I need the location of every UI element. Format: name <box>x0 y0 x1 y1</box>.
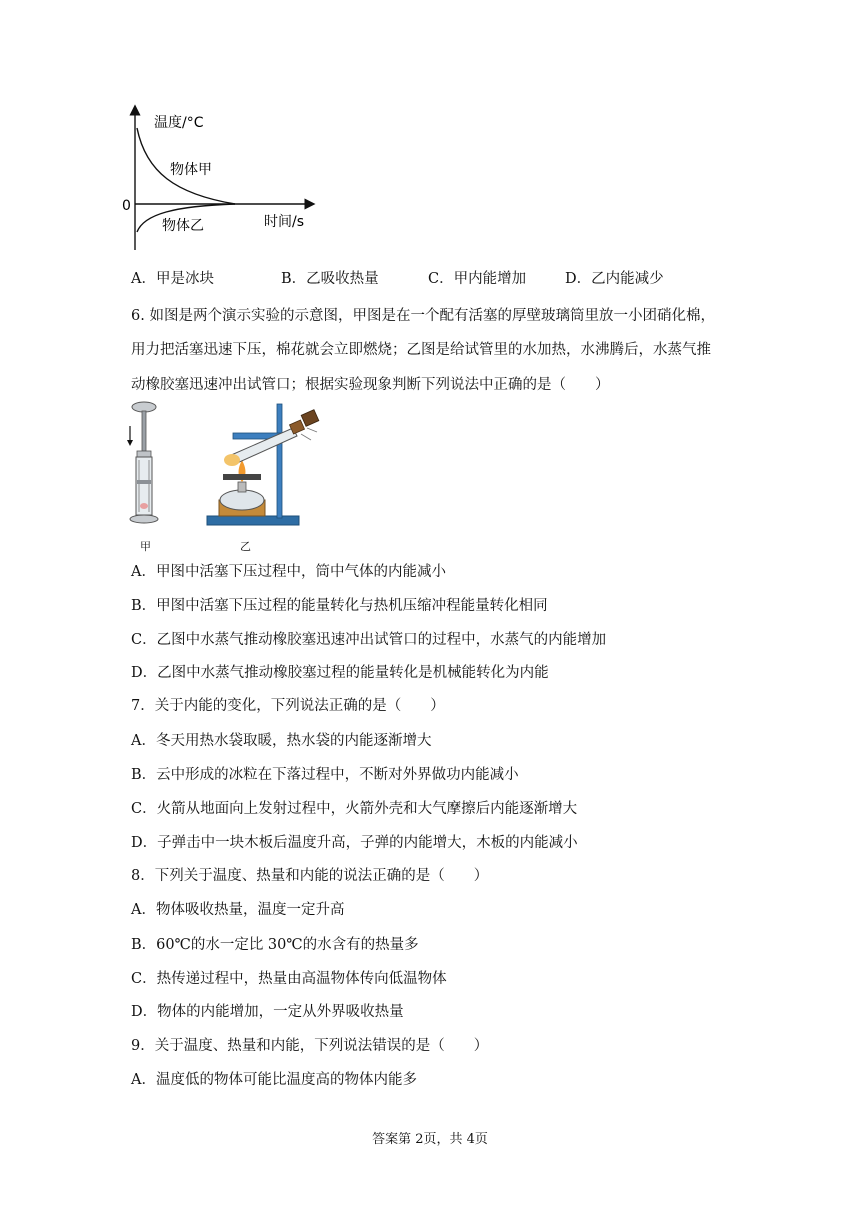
y-axis-label: 温度/°C <box>154 115 204 131</box>
q7-option-d: D．子弹击中一块木板后温度升高，子弹的内能增大，木板的内能减小 <box>131 835 578 851</box>
temperature-time-graph <box>120 100 340 260</box>
q8-stem: 8．下列关于温度、热量和内能的说法正确的是（ ） <box>131 868 489 884</box>
q7-option-c: C．火箭从地面向上发射过程中，火箭外壳和大气摩擦后内能逐渐增大 <box>131 801 578 817</box>
figure-label-b: 乙 <box>240 540 251 553</box>
q5-option-b: B．乙吸收热量 <box>281 271 379 287</box>
q5-option-d: D．乙内能减少 <box>565 271 664 287</box>
q8-option-b: B．60℃的水一定比 30℃的水含有的热量多 <box>131 937 419 953</box>
q7-option-a: A．冬天用热水袋取暖，热水袋的内能逐渐增大 <box>131 733 432 749</box>
q6-option-c: C．乙图中水蒸气推动橡胶塞迅速冲出试管口的过程中，水蒸气的内能增加 <box>131 632 607 648</box>
q5-option-c: C．甲内能增加 <box>428 271 527 287</box>
q6-option-a: A．甲图中活塞下压过程中，筒中气体的内能减小 <box>131 564 446 580</box>
fire-syringe-figure <box>124 398 164 532</box>
curve-upper-label: 物体甲 <box>170 162 212 178</box>
q6-stem-line-3: 动橡胶塞迅速冲出试管口；根据实验现象判断下列说法中正确的是（ ） <box>131 377 610 393</box>
page-footer: 答案第 2页，共 4页 <box>372 1132 488 1147</box>
q7-stem: 7．关于内能的变化，下列说法正确的是（ ） <box>131 698 445 714</box>
q8-option-d: D．物体的内能增加，一定从外界吸收热量 <box>131 1004 404 1020</box>
q5-option-a: A．甲是冰块 <box>131 271 214 287</box>
q7-option-b: B．云中形成的冰粒在下落过程中，不断对外界做功内能减小 <box>131 767 519 783</box>
q9-option-a: A．温度低的物体可能比温度高的物体内能多 <box>131 1072 417 1088</box>
curve-lower-label: 物体乙 <box>162 218 204 234</box>
q6-stem-line-2: 用力把活塞迅速下压，棉花就会立即燃烧；乙图是给试管里的水加热，水沸腾后，水蒸气推 <box>131 342 711 358</box>
x-axis-label: 时间/s <box>264 214 305 230</box>
figure-label-a: 甲 <box>140 540 151 553</box>
origin-label: 0 <box>122 198 131 214</box>
q6-option-b: B．甲图中活塞下压过程的能量转化与热机压缩冲程能量转化相同 <box>131 598 548 614</box>
q8-option-a: A．物体吸收热量，温度一定升高 <box>131 902 345 918</box>
q9-stem: 9．关于温度、热量和内能，下列说法错误的是（ ） <box>131 1038 489 1054</box>
q6-stem-line-1: 6. 如图是两个演示实验的示意图，甲图是在一个配有活塞的厚壁玻璃筒里放一小团硝化棉， <box>131 308 715 324</box>
test-tube-heating-figure <box>205 398 335 532</box>
q8-option-c: C．热传递过程中，热量由高温物体传向低温物体 <box>131 971 447 987</box>
q6-option-d: D．乙图中水蒸气推动橡胶塞过程的能量转化是机械能转化为内能 <box>131 665 549 681</box>
